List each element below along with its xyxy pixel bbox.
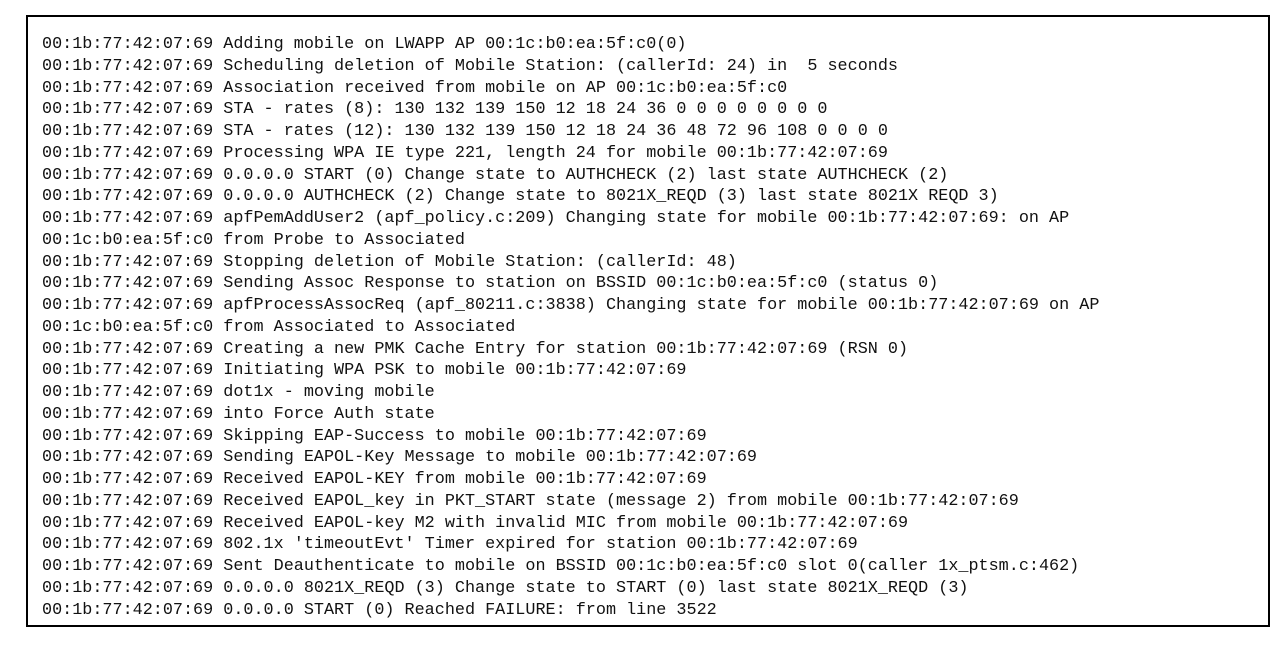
log-line: 00:1b:77:42:07:69 0.0.0.0 AUTHCHECK (2) Change state to 8021X_REQD (3) last state 8021X REQD 3) <box>42 187 999 207</box>
log-line-list <box>42 34 1099 621</box>
log-line: 00:1c:b0:ea:5f:c0 from Associated to Associated <box>42 317 516 337</box>
log-line: 00:1b:77:42:07:69 Received EAPOL_key in PKT_START state (message 2) from mobile 00:1b:77:42:07:69 <box>42 491 1019 511</box>
log-line: 00:1b:77:42:07:69 STA - rates (12): 130 132 139 150 12 18 24 36 48 72 96 108 0 0 0 0 <box>42 122 888 141</box>
log-line: 00:1b:77:42:07:69 Sending EAPOL-Key Message to mobile 00:1b:77:42:07:69 <box>42 448 757 468</box>
log-line: 00:1b:77:42:07:69 apfProcessAssocReq (apf_80211.c:3838) Changing state for mobile 00:1b:77:42:07:69 on AP <box>42 296 1100 315</box>
log-line: 00:1b:77:42:07:69 STA - rates (8): 130 132 139 150 12 18 24 36 0 0 0 0 0 0 0 0 <box>42 100 828 120</box>
log-line: 00:1b:77:42:07:69 0.0.0.0 8021X_REQD (3) Change state to START (0) last state 8021X_REQD (3) <box>42 578 969 598</box>
log-line: 00:1b:77:42:07:69 Sent Deauthenticate to mobile on BSSID 00:1c:b0:ea:5f:c0 slot 0(caller 1x_ptsm.c:462) <box>42 557 1080 576</box>
log-line: 00:1b:77:42:07:69 Creating a new PMK Cache Entry for station 00:1b:77:42:07:69 (RSN 0) <box>42 339 909 359</box>
log-line: 00:1b:77:42:07:69 apfPemAddUser2 (apf_policy.c:209) Changing state for mobile 00:1b:77:42:07:69: on AP <box>42 209 1070 228</box>
debug-log-panel <box>26 15 1270 627</box>
log-line: 00:1b:77:42:07:69 Skipping EAP-Success to mobile 00:1b:77:42:07:69 <box>42 426 707 446</box>
log-line: 00:1b:77:42:07:69 Adding mobile on LWAPP AP 00:1c:b0:ea:5f:c0(0) <box>42 35 687 54</box>
log-line: 00:1b:77:42:07:69 Processing WPA IE type 221, length 24 for mobile 00:1b:77:42:07:69 <box>42 143 888 163</box>
log-line: 00:1b:77:42:07:69 Association received from mobile on AP 00:1c:b0:ea:5f:c0 <box>42 78 788 98</box>
log-line: 00:1c:b0:ea:5f:c0 from Probe to Associated <box>42 230 465 250</box>
log-line: 00:1b:77:42:07:69 Sending Assoc Response to station on BSSID 00:1c:b0:ea:5f:c0 (status 0) <box>42 274 939 294</box>
log-line: 00:1b:77:42:07:69 Scheduling deletion of Mobile Station: (callerId: 24) in 5 seconds <box>42 56 898 76</box>
log-line: 00:1b:77:42:07:69 Stopping deletion of Mobile Station: (callerId: 48) <box>42 252 737 272</box>
log-line: 00:1b:77:42:07:69 dot1x - moving mobile <box>42 383 435 402</box>
log-line: 00:1b:77:42:07:69 0.0.0.0 START (0) Change state to AUTHCHECK (2) last state AUTHCHECK (2) <box>42 165 949 185</box>
log-line: 00:1b:77:42:07:69 Received EAPOL-KEY from mobile 00:1b:77:42:07:69 <box>42 470 707 489</box>
log-line: 00:1b:77:42:07:69 Initiating WPA PSK to mobile 00:1b:77:42:07:69 <box>42 361 687 381</box>
log-line: 00:1b:77:42:07:69 802.1x 'timeoutEvt' Timer expired for station 00:1b:77:42:07:69 <box>42 535 858 555</box>
log-line: 00:1b:77:42:07:69 into Force Auth state <box>42 404 435 424</box>
log-line: 00:1b:77:42:07:69 0.0.0.0 START (0) Reached FAILURE: from line 3522 <box>42 600 717 620</box>
log-line: 00:1b:77:42:07:69 Received EAPOL-key M2 with invalid MIC from mobile 00:1b:77:42:07:69 <box>42 513 909 533</box>
